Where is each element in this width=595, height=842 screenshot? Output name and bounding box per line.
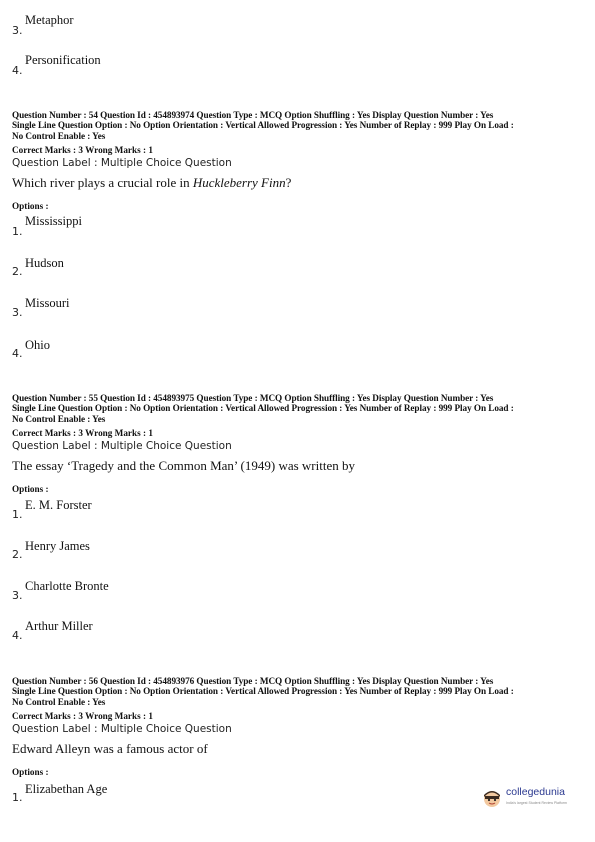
question-text: Edward Alleyn was a famous actor of [12,741,208,756]
option-text: E. M. Forster [25,498,92,512]
option-number: 4. [12,347,23,360]
options-heading: Options : [12,484,49,494]
options-heading: Options : [12,201,49,211]
option-text: Elizabethan Age [25,782,108,796]
option-text: Henry James [25,539,90,553]
student-mascot-icon [481,787,503,809]
option-text: Missouri [25,296,70,310]
option-text: Personification [25,53,101,67]
collegedunia-logo [481,783,581,813]
option-text: Metaphor [25,13,74,27]
marks-info: Correct Marks : 3 Wrong Marks : 1 [12,428,153,438]
question-meta: Question Number : 56 Question Id : 454893976 Question Type : MCQ Option Shuffling : Yes Display Question Number : Yes Single Line Question Option : No Option Orientation : Vertical Allowed Progression : Yes Number of Replay : 999 Play On Load : No Control Enable : Yes [12,676,514,707]
question-label: Question Label : Multiple Choice Question [12,440,232,452]
option-number: 4. [12,64,23,77]
logo-tagline: India's largest Student Review Platform [506,801,567,805]
option-number: 3. [12,589,23,602]
option-number: 2. [12,548,23,561]
option-number: 3. [12,24,23,37]
question-label: Question Label : Multiple Choice Question [12,723,232,735]
question-meta: Question Number : 54 Question Id : 454893974 Question Type : MCQ Option Shuffling : Yes Display Question Number : Yes Single Line Question Option : No Option Orientation : Vertical Allowed Progression : Yes Number of Replay : 999 Play On Load : No Control Enable : Yes [12,110,514,141]
option-number: 3. [12,306,23,319]
option-number: 2. [12,265,23,278]
option-text: Mississippi [25,214,82,228]
option-number: 1. [12,791,23,804]
options-heading: Options : [12,767,49,777]
option-number: 4. [12,629,23,642]
option-text: Arthur Miller [25,619,93,633]
logo-name: collegedunia [506,786,565,798]
question-text: Which river plays a crucial role in Huckleberry Finn? [12,175,292,190]
marks-info: Correct Marks : 3 Wrong Marks : 1 [12,145,153,155]
option-text: Ohio [25,338,50,352]
option-text: Charlotte Bronte [25,579,109,593]
option-text: Hudson [25,256,64,270]
question-meta: Question Number : 55 Question Id : 454893975 Question Type : MCQ Option Shuffling : Yes Display Question Number : Yes Single Line Question Option : No Option Orientation : Vertical Allowed Progression : Yes Number of Replay : 999 Play On Load : No Control Enable : Yes [12,393,514,424]
option-number: 1. [12,508,23,521]
option-number: 1. [12,225,23,238]
question-text: The essay ‘Tragedy and the Common Man’ (1949) was written by [12,458,355,473]
question-label: Question Label : Multiple Choice Question [12,157,232,169]
marks-info: Correct Marks : 3 Wrong Marks : 1 [12,711,153,721]
